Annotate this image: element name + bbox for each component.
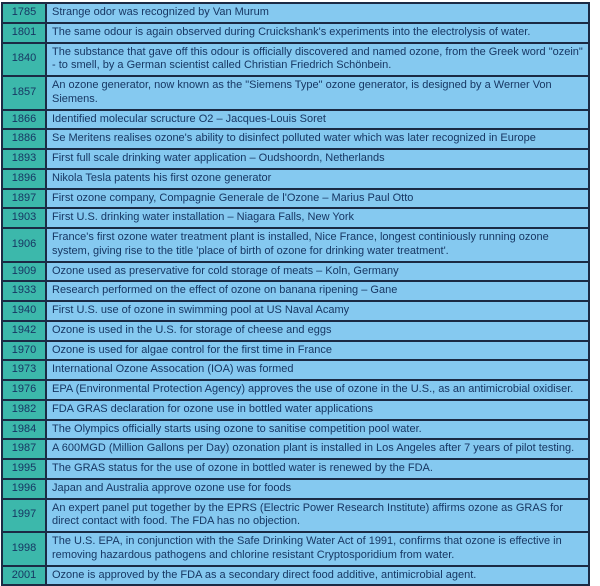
- table-row: [2, 321, 589, 341]
- table-row: [2, 420, 589, 440]
- table-row: [2, 479, 589, 499]
- event-cell: Strange odor was recognized by Van Murum: [46, 3, 589, 23]
- year-cell: 1857: [2, 76, 46, 110]
- event-cell: An ozone generator, now known as the "Siemens Type" ozone generator, is designed by a Werner Von Siemens.: [46, 76, 589, 110]
- year-cell: 1801: [2, 23, 46, 43]
- event-cell: The GRAS status for the use of ozone in bottled water is renewed by the FDA.: [46, 459, 589, 479]
- event-cell: Nikola Tesla patents his first ozone generator: [46, 169, 589, 189]
- year-cell: 1998: [2, 532, 46, 566]
- event-cell: The U.S. EPA, in conjunction with the Safe Drinking Water Act of 1991, confirms that ozone is effective in removing hazardous pathogens and chlorine resistant Cryptosporidium from water.: [46, 532, 589, 566]
- table-row: [2, 532, 589, 566]
- year-cell: 1896: [2, 169, 46, 189]
- table-row: [2, 169, 589, 189]
- table-row: [2, 380, 589, 400]
- year-cell: 1973: [2, 360, 46, 380]
- year-cell: 1893: [2, 149, 46, 169]
- year-cell: 1933: [2, 281, 46, 301]
- event-cell: First U.S. use of ozone in swimming pool at US Naval Acamy: [46, 301, 589, 321]
- event-cell: FDA GRAS declaration for ozone use in bottled water applications: [46, 400, 589, 420]
- table-row: [2, 228, 589, 262]
- event-cell: Se Meritens realises ozone's ability to disinfect polluted water which was later recognized in Europe: [46, 129, 589, 149]
- table-row: [2, 189, 589, 209]
- table-row: [2, 23, 589, 43]
- year-cell: 1942: [2, 321, 46, 341]
- table-row: [2, 129, 589, 149]
- table-row: [2, 76, 589, 110]
- table-row: [2, 360, 589, 380]
- event-cell: International Ozone Assocation (IOA) was formed: [46, 360, 589, 380]
- table-row: [2, 208, 589, 228]
- year-cell: 1995: [2, 459, 46, 479]
- ozone-timeline-container: [0, 2, 600, 586]
- year-cell: 1970: [2, 341, 46, 361]
- event-cell: Japan and Australia approve ozone use for foods: [46, 479, 589, 499]
- event-cell: EPA (Environmental Protection Agency) approves the use of ozone in the U.S., as an antimicrobial oxidiser.: [46, 380, 589, 400]
- table-row: [2, 400, 589, 420]
- event-cell: The same odour is again observed during Cruickshank's experiments into the electrolysis of water.: [46, 23, 589, 43]
- event-cell: Ozone used as preservative for cold storage of meats – Koln, Germany: [46, 262, 589, 282]
- table-row: [2, 499, 589, 533]
- table-row: [2, 262, 589, 282]
- event-cell: Ozone is used in the U.S. for storage of cheese and eggs: [46, 321, 589, 341]
- table-row: [2, 301, 589, 321]
- year-cell: 1903: [2, 208, 46, 228]
- event-cell: Identified molecular scructure O2 – Jacques-Louis Soret: [46, 110, 589, 130]
- table-row: [2, 281, 589, 301]
- event-cell: France's first ozone water treatment plant is installed, Nice France, longest continiously running ozone system, giving rise to the title 'place of birth of ozone for drinking water treatment'.: [46, 228, 589, 262]
- table-row: [2, 459, 589, 479]
- year-cell: 1997: [2, 499, 46, 533]
- year-cell: 1886: [2, 129, 46, 149]
- table-row: [2, 149, 589, 169]
- year-cell: 1785: [2, 3, 46, 23]
- year-cell: 1982: [2, 400, 46, 420]
- event-cell: The substance that gave off this odour is officially discovered and named ozone, from the Greek word "ozein" - to smell, by a German scientist called Christian Friedrich Schönbein.: [46, 43, 589, 77]
- timeline-table-body: [2, 3, 589, 585]
- table-row: [2, 3, 589, 23]
- event-cell: Ozone is approved by the FDA as a secondary direct food additive, antimicrobial agent.: [46, 566, 589, 586]
- year-cell: 1897: [2, 189, 46, 209]
- event-cell: First ozone company, Compagnie Generale de l'Ozone – Marius Paul Otto: [46, 189, 589, 209]
- ozone-timeline-table: [1, 2, 590, 586]
- table-row: [2, 43, 589, 77]
- year-cell: 1987: [2, 439, 46, 459]
- year-cell: 1909: [2, 262, 46, 282]
- year-cell: 1906: [2, 228, 46, 262]
- event-cell: First full scale drinking water application – Oudshoordn, Netherlands: [46, 149, 589, 169]
- year-cell: 1840: [2, 43, 46, 77]
- year-cell: 1976: [2, 380, 46, 400]
- year-cell: 1984: [2, 420, 46, 440]
- year-cell: 1996: [2, 479, 46, 499]
- year-cell: 1866: [2, 110, 46, 130]
- table-row: [2, 341, 589, 361]
- table-row: [2, 110, 589, 130]
- event-cell: Research performed on the effect of ozone on banana ripening – Gane: [46, 281, 589, 301]
- year-cell: 2001: [2, 566, 46, 586]
- table-row: [2, 439, 589, 459]
- event-cell: Ozone is used for algae control for the first time in France: [46, 341, 589, 361]
- event-cell: First U.S. drinking water installation – Niagara Falls, New York: [46, 208, 589, 228]
- event-cell: An expert panel put together by the EPRS (Electric Power Research Institute) affirms ozone as GRAS for direct contact with food. The FDA has no objection.: [46, 499, 589, 533]
- year-cell: 1940: [2, 301, 46, 321]
- event-cell: A 600MGD (Million Gallons per Day) ozonation plant is installed in Los Angeles after 7 years of pilot testing.: [46, 439, 589, 459]
- table-row: [2, 566, 589, 586]
- event-cell: The Olympics officially starts using ozone to sanitise competition pool water.: [46, 420, 589, 440]
